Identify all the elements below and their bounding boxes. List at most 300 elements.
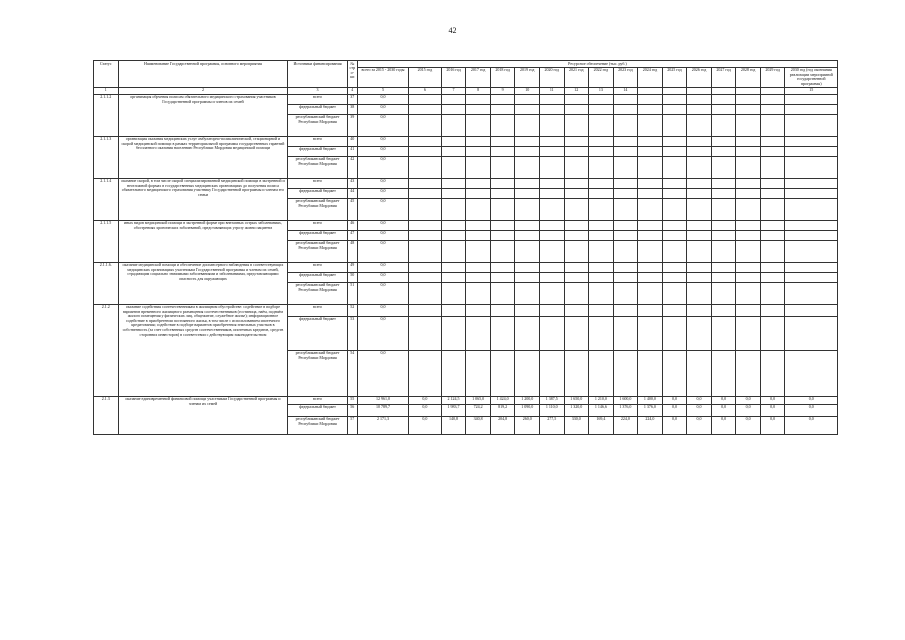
row-last-year-value [785,114,838,136]
row-number: 56 [347,404,357,416]
row-year-value [760,230,785,240]
row-year-value [711,230,736,240]
row-year-value [441,282,466,304]
row-year-value [613,114,638,136]
row-year-value [466,262,491,272]
row-status: 2.1.3 [94,396,119,434]
row-last-year-value [785,272,838,282]
header-resource: Ресурсное обеспечение (тыс. руб.) [357,61,837,68]
row-year-value [638,178,663,188]
row-number: 51 [347,282,357,304]
header-year: 2020 год [539,67,564,87]
header-year: 2016 год [441,67,466,87]
column-number: 13 [589,87,614,94]
row-source: всего [288,94,347,104]
row-year-value [564,282,589,304]
row-year-value: 0,0 [687,416,712,434]
row-year-value [613,104,638,114]
row-year-value [564,230,589,240]
row-year-value [564,316,589,350]
row-total: 0,0 [357,178,408,188]
header-year: 2019 год [515,67,540,87]
row-year-value [539,198,564,220]
row-year-value [466,240,491,262]
page-number: 42 [448,26,457,35]
row-year-value [409,350,442,396]
header-year: 2022 год [589,67,614,87]
row-year-value [687,272,712,282]
row-year-value: 724,2 [466,404,491,416]
row-year-value [409,94,442,104]
row-year-value: 224,0 [613,416,638,434]
row-year-value [662,262,687,272]
row-year-value [466,272,491,282]
row-year-value [490,304,515,316]
row-year-value [687,350,712,396]
column-number: 9 [490,87,515,94]
row-number: 43 [347,178,357,188]
row-measure-name: организация оказания медицинских услуг амбулаторно-поликлинической, стационарной и скорой медицинской помощи в рамках территориальной программы государственных гарантий бесплатного оказания населению Республики Мордовия медицинской помощи [118,136,288,178]
row-total: 0,0 [357,104,408,114]
row-year-value: 1 210,0 [589,396,614,404]
row-last-year-value [785,350,838,396]
row-total: 0,0 [357,188,408,198]
row-source: всего [288,136,347,146]
row-number: 44 [347,188,357,198]
row-year-value: 204,8 [490,416,515,434]
row-year-value [539,114,564,136]
row-measure-name: оказание единовременной финансовой помощи участникам Государственной программы и членам их семей [118,396,288,434]
row-total: 0,0 [357,114,408,136]
row-year-value [638,262,663,272]
row-last-year-value: 0,0 [785,416,838,434]
row-year-value [409,316,442,350]
row-year-value [589,156,614,178]
header-year: 2021 год [564,67,589,87]
row-year-value [441,220,466,230]
row-year-value [589,94,614,104]
row-year-value [736,178,761,188]
header-source: Источники финансирования [288,61,347,88]
row-number: 49 [347,262,357,272]
row-year-value [662,272,687,282]
row-year-value [638,136,663,146]
row-measure-name: иных видов медицинской помощи в экстренной форме при внезапных острых заболеваниях, обострениях хронических заболеваний, представляющих угрозу жизни пациента [118,220,288,262]
row-year-value [760,188,785,198]
row-year-value [589,136,614,146]
row-source: республиканский бюджет Республики Мордовия [288,114,347,136]
row-year-value [613,262,638,272]
row-year-value [662,316,687,350]
row-year-value [711,282,736,304]
row-year-value: 0,0 [711,416,736,434]
row-year-value: 2 124,5 [441,396,466,404]
row-year-value [515,94,540,104]
column-number: 6 [409,87,442,94]
row-year-value: 1 650,0 [564,396,589,404]
row-last-year-value [785,282,838,304]
row-year-value [441,240,466,262]
row-year-value [539,220,564,230]
row-year-value [589,114,614,136]
row-year-value [711,136,736,146]
row-year-value [539,136,564,146]
row-year-value [711,240,736,262]
row-number: 46 [347,220,357,230]
row-year-value [711,104,736,114]
row-year-value [589,304,614,316]
row-year-value [564,146,589,156]
row-year-value [589,146,614,156]
row-year-value [466,94,491,104]
row-year-value [589,198,614,220]
row-year-value [441,178,466,188]
row-number: 37 [347,94,357,104]
row-year-value [490,350,515,396]
row-number: 41 [347,146,357,156]
row-year-value [760,104,785,114]
row-year-value [490,114,515,136]
row-last-year-value [785,230,838,240]
row-year-value: 1 600,0 [613,396,638,404]
row-year-value [613,94,638,104]
row-year-value [687,178,712,188]
row-year-value [613,220,638,230]
row-number: 52 [347,304,357,316]
row-year-value [638,350,663,396]
row-last-year-value [785,304,838,316]
row-year-value [638,304,663,316]
row-status: 2.1.1.5 [94,220,119,262]
row-year-value [589,262,614,272]
row-year-value [515,262,540,272]
row-year-value: 0,0 [409,404,442,416]
row-year-value [711,316,736,350]
row-year-value [409,156,442,178]
row-year-value [539,316,564,350]
row-last-year-value [785,156,838,178]
row-year-value [539,188,564,198]
row-year-value [638,104,663,114]
row-year-value [613,304,638,316]
row-year-value [564,104,589,114]
row-year-value [736,114,761,136]
row-year-value: 0,0 [760,404,785,416]
column-number: 3 [288,87,347,94]
row-year-value [515,188,540,198]
header-year: 2023 год [613,67,638,87]
row-year-value [736,262,761,272]
row-year-value [638,156,663,178]
row-year-value [638,272,663,282]
row-year-value [466,316,491,350]
row-year-value [736,104,761,114]
row-year-value: 0,0 [736,404,761,416]
row-year-value [466,220,491,230]
row-year-value [687,282,712,304]
row-year-value [441,156,466,178]
row-year-value [490,178,515,188]
row-year-value [662,230,687,240]
row-year-value [441,136,466,146]
row-year-value [490,198,515,220]
row-year-value: 819,2 [490,404,515,416]
row-year-value: 340,8 [466,416,491,434]
row-year-value [539,282,564,304]
row-last-year-value [785,146,838,156]
row-year-value [613,230,638,240]
row-year-value [736,220,761,230]
row-number: 48 [347,240,357,262]
header-year: 2017 год [466,67,491,87]
row-year-value [760,316,785,350]
row-year-value [687,230,712,240]
row-year-value [466,136,491,146]
table-row [94,136,838,146]
row-year-value: 1 200,0 [515,396,540,404]
row-measure-name: оказание медицинской помощи и обеспечение диспансерного наблюдения в соответствующих медицинских организациях участникам Государственной программы и членам их семей, страдающим социально значимыми заболеваниями и заболеваниями, представляющими опасность для окружающих [118,262,288,304]
row-total: 0,0 [357,198,408,220]
row-source: федеральный бюджет [288,404,347,416]
row-year-value [564,272,589,282]
row-year-value [589,316,614,350]
row-year-value [711,156,736,178]
header-year: 2026 год [687,67,712,87]
row-year-value [564,304,589,316]
row-year-value [466,230,491,240]
row-year-value [711,188,736,198]
row-year-value [711,178,736,188]
row-year-value [687,94,712,104]
column-number: 15 [785,87,838,94]
row-year-value [760,272,785,282]
row-year-value [711,220,736,230]
row-year-value [490,262,515,272]
row-year-value: 1 376,0 [613,404,638,416]
column-number [760,87,785,94]
row-source: республиканский бюджет Республики Мордовия [288,240,347,262]
row-year-value: 0,0 [687,396,712,404]
row-total: 0,0 [357,230,408,240]
row-year-value [662,178,687,188]
row-number: 47 [347,230,357,240]
row-year-value [515,272,540,282]
row-year-value: 1 983,7 [441,404,466,416]
row-year-value [613,178,638,188]
row-year-value [564,350,589,396]
row-year-value: 0,0 [711,404,736,416]
row-year-value: 0,0 [662,404,687,416]
row-total: 0,0 [357,304,408,316]
row-year-value [662,114,687,136]
row-year-value [539,272,564,282]
row-year-value [736,188,761,198]
row-year-value [662,146,687,156]
column-number [711,87,736,94]
row-last-year-value [785,188,838,198]
row-year-value: 1 424,0 [490,396,515,404]
row-year-value [613,198,638,220]
row-year-value [409,282,442,304]
row-year-value: 0,0 [409,416,442,434]
row-year-value [662,156,687,178]
row-number: 55 [347,396,357,404]
row-total: 12 961,0 [357,396,408,404]
row-year-value [564,198,589,220]
column-number: 1 [94,87,119,94]
row-year-value [564,156,589,178]
row-year-value [687,104,712,114]
row-source: всего [288,178,347,188]
row-year-value [441,230,466,240]
row-year-value [687,136,712,146]
row-year-value [515,316,540,350]
row-year-value [441,316,466,350]
row-year-value [539,350,564,396]
table-row [94,262,838,272]
row-year-value [736,316,761,350]
row-year-value [441,262,466,272]
row-year-value [515,282,540,304]
row-source: всего [288,262,347,272]
row-year-value [589,230,614,240]
row-year-value [736,304,761,316]
row-year-value [564,94,589,104]
row-year-value [441,272,466,282]
row-year-value [760,94,785,104]
row-year-value [613,350,638,396]
row-year-value [589,350,614,396]
row-year-value [515,350,540,396]
row-year-value [466,304,491,316]
row-number: 53 [347,316,357,350]
row-year-value [441,304,466,316]
row-source: республиканский бюджет Республики Мордовия [288,282,347,304]
row-status: 2.1.1.4 [94,178,119,220]
row-year-value [490,272,515,282]
table-row [94,94,838,104]
row-year-value: 277,5 [539,416,564,434]
table-row [94,178,838,188]
row-year-value [589,178,614,188]
row-year-value [466,350,491,396]
row-source: республиканский бюджет Республики Мордовия [288,416,347,434]
row-year-value [638,94,663,104]
row-last-year-value [785,240,838,262]
row-year-value [515,198,540,220]
header-last-year: 2030 год (год окончания реализации мероприятий государственной программы) [785,67,838,87]
row-year-value [409,146,442,156]
row-year-value [466,188,491,198]
row-year-value [466,104,491,114]
row-last-year-value [785,94,838,104]
row-year-value [760,146,785,156]
row-year-value [613,316,638,350]
row-year-value [638,220,663,230]
row-year-value [409,220,442,230]
row-year-value [409,198,442,220]
row-year-value [736,230,761,240]
row-year-value: 1 090,0 [515,404,540,416]
row-year-value [441,146,466,156]
row-year-value [687,240,712,262]
row-year-value [515,104,540,114]
row-year-value [638,316,663,350]
row-year-value [662,350,687,396]
row-year-value [515,240,540,262]
row-year-value [515,178,540,188]
row-year-value: 0,0 [662,396,687,404]
row-year-value [409,114,442,136]
row-year-value [539,94,564,104]
row-year-value: 0,0 [662,416,687,434]
row-source: федеральный бюджет [288,230,347,240]
row-year-value [409,178,442,188]
row-year-value [638,114,663,136]
row-year-value [662,198,687,220]
row-year-value [736,136,761,146]
header-year: 2018 год [490,67,515,87]
row-last-year-value [785,262,838,272]
row-number: 39 [347,114,357,136]
row-year-value [711,94,736,104]
row-year-value [638,240,663,262]
row-year-value [736,350,761,396]
row-year-value: 169,4 [589,416,614,434]
row-number: 42 [347,156,357,178]
row-year-value [711,114,736,136]
row-year-value [638,230,663,240]
row-total: 0,0 [357,282,408,304]
row-year-value [760,262,785,272]
column-number [736,87,761,94]
row-year-value [613,156,638,178]
row-year-value: 1 400,0 [638,396,663,404]
row-year-value: 0,0 [760,416,785,434]
row-year-value [760,114,785,136]
row-year-value [539,104,564,114]
row-number: 38 [347,104,357,114]
row-year-value [466,282,491,304]
header-name: Наименование Государственной программы, основного мероприятия [118,61,288,88]
row-year-value [490,94,515,104]
row-year-value [564,178,589,188]
row-last-year-value: 0,0 [785,404,838,416]
header-year: 2025 год [662,67,687,87]
row-year-value [409,136,442,146]
row-year-value [760,220,785,230]
row-year-value [515,114,540,136]
row-year-value [490,240,515,262]
row-year-value [441,104,466,114]
row-year-value [515,220,540,230]
row-source: федеральный бюджет [288,316,347,350]
row-year-value [711,272,736,282]
column-number: 11 [539,87,564,94]
row-year-value [589,272,614,282]
row-year-value [539,178,564,188]
header-year: 2027 год [711,67,736,87]
row-year-value [539,156,564,178]
row-source: федеральный бюджет [288,104,347,114]
row-number: 57 [347,416,357,434]
row-year-value [711,262,736,272]
row-year-value: 0,0 [711,396,736,404]
row-source: республиканский бюджет Республики Мордовия [288,156,347,178]
row-year-value [441,188,466,198]
row-total: 0,0 [357,272,408,282]
row-status: 2.1.1.6. [94,262,119,304]
